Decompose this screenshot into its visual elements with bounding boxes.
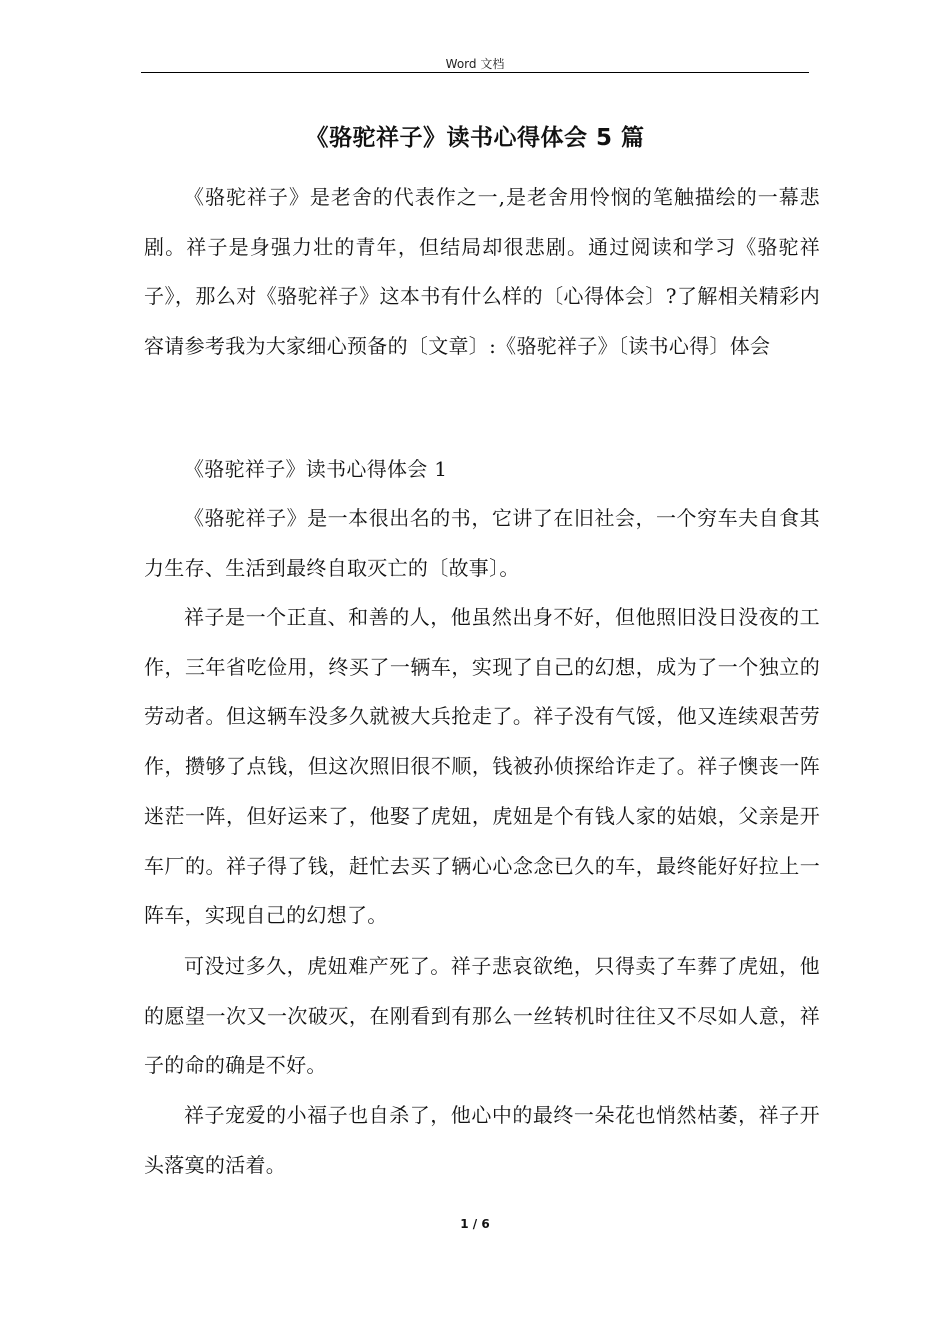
intro-paragraph: 《骆驼祥子》是老舍的代表作之一,是老舍用怜悯的笔触描绘的一幕悲剧。祥子是身强力壮的青年，但结局却很悲剧。通过阅读和学习《骆驼祥子》，那么对《骆驼祥子》这本书有什么样的〔心得体会〕?了解相关精彩内容请参考我为大家细心预备的〔文章〕:《骆驼祥子》〔读书心得〕体会 [144, 185, 820, 359]
body-paragraph-3: 可没过多久，虎妞难产死了。祥子悲哀欲绝，只得卖了车葬了虎妞，他的愿望一次又一次破灭，在刚看到有那么一丝转机时往往又不尽如人意，祥子的命的确是不好。 [144, 954, 820, 1078]
page-header: Word 文档 [445, 57, 505, 71]
header-divider [141, 72, 809, 73]
body-paragraph-2: 祥子是一个正直、和善的人，他虽然出身不好，但他照旧没日没夜的工作，三年省吃俭用，终买了一辆车，实现了自己的幻想，成为了一个独立的劳动者。但这辆车没多久就被大兵抢走了。祥子没有气馁，他又连续艰苦劳作，攒够了点钱，但这次照旧很不顺，钱被孙侦探给诈走了。祥子懊丧一阵迷茫一阵，但好运来了，他娶了虎妞，虎妞是个有钱人家的姑娘，父亲是开车厂的。祥子得了钱，赶忙去买了辆心心念念已久的车，最终能好好拉上一阵车，实现自己的幻想了。 [144, 605, 820, 928]
document-title: 《骆驼祥子》读书心得体会 5 篇 [305, 125, 645, 151]
page-number: 1 / 6 [460, 1217, 490, 1231]
body-paragraph-1: 《骆驼祥子》是一本很出名的书，它讲了在旧社会，一个穷车夫自食其力生存、生活到最终自取灭亡的〔故事〕。 [144, 506, 820, 580]
section-heading: 《骆驼祥子》读书心得体会 1 [184, 457, 448, 481]
body-paragraph-4: 祥子宠爱的小福子也自杀了，他心中的最终一朵花也悄然枯萎，祥子开头落寞的活着。 [144, 1103, 820, 1177]
